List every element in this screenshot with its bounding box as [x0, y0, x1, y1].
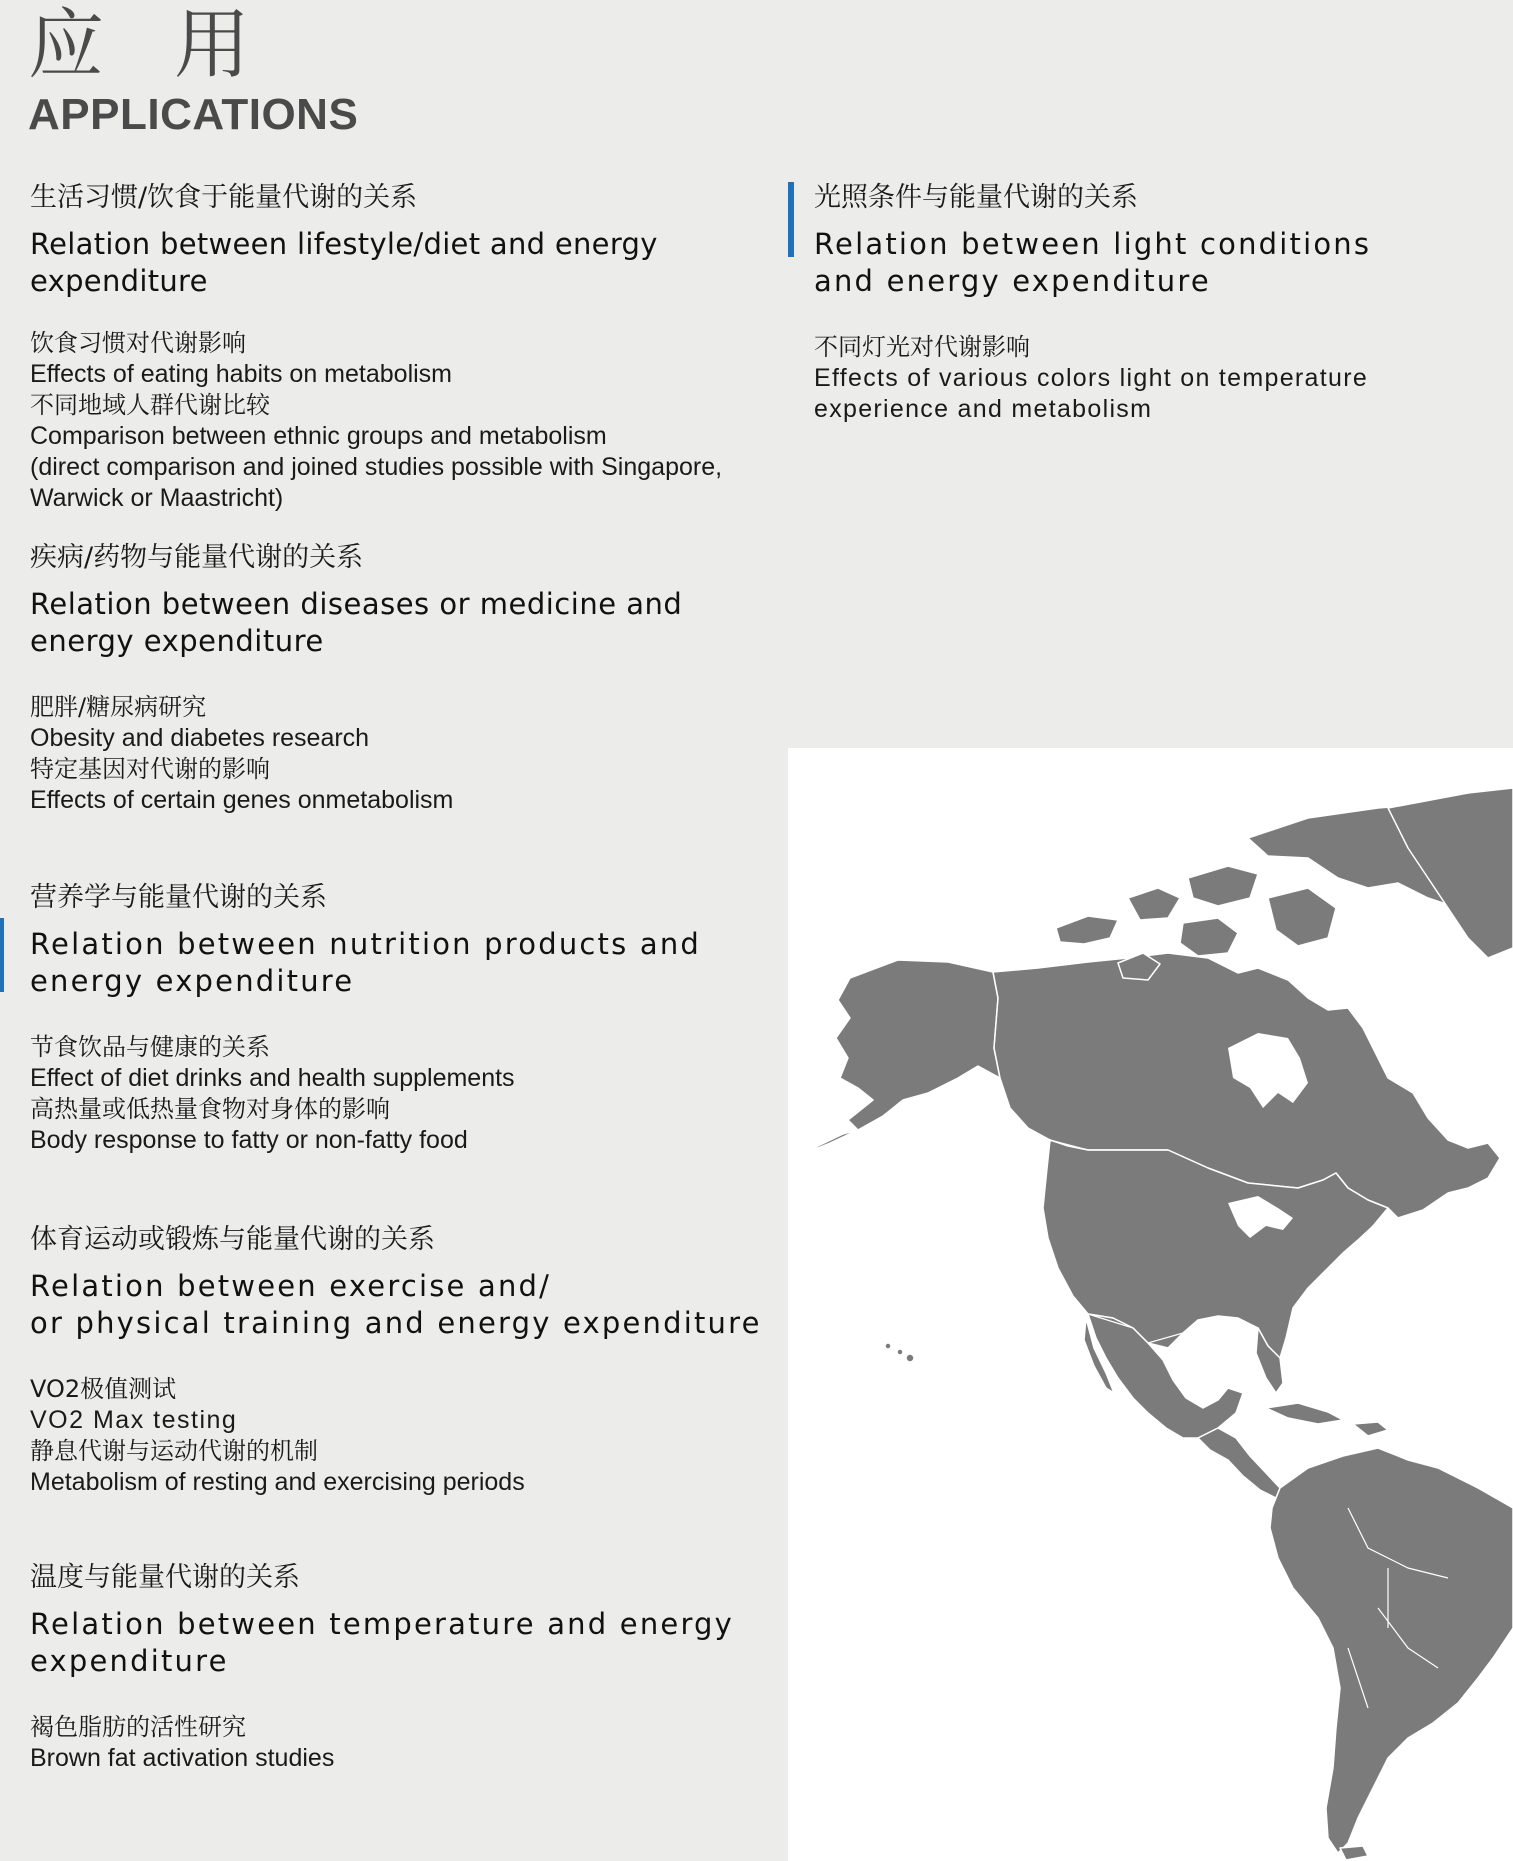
item-zh: 不同灯光对代谢影响: [814, 333, 1030, 361]
central-america-shape: [1198, 1428, 1280, 1498]
section-light: [814, 180, 1424, 425]
page-title-zh: 应用: [28, 0, 320, 89]
item-en: Obesity and diabetes research: [30, 724, 370, 752]
section-exercise: [30, 1222, 770, 1498]
south-america-shape: [1270, 1448, 1513, 1853]
hawaii-island-shape: [906, 1354, 914, 1362]
page-title-en: APPLICATIONS: [28, 90, 359, 139]
item-zh: 高热量或低热量食物对身体的影响: [30, 1095, 390, 1123]
item-en: Body response to fatty or non-fatty food: [30, 1126, 468, 1154]
arctic-island-shape: [1180, 918, 1238, 956]
arctic-island-shape: [1056, 916, 1118, 944]
item-en: Effect of diet drinks and health supplements: [30, 1064, 515, 1092]
arctic-island-shape: [1268, 888, 1336, 946]
hawaii-island-shape: [885, 1343, 891, 1349]
item-en: Effects of certain genes onmetabolism: [30, 786, 454, 814]
arctic-island-shape: [1128, 888, 1180, 920]
section-lifestyle-diet: [30, 180, 790, 514]
section-title-zh: 疾病/药物与能量代谢的关系: [30, 542, 364, 573]
item-en: Comparison between ethnic groups and metabolism (direct comparison and joined studies possible with Singapore, Warwick or Maastricht): [30, 422, 723, 512]
item-en: VO2 Max testing: [30, 1406, 238, 1434]
item-zh: 不同地域人群代谢比较: [30, 391, 270, 419]
arctic-island-shape: [1188, 866, 1258, 906]
item-zh: 节食饮品与健康的关系: [30, 1033, 270, 1061]
hispaniola-shape: [1353, 1422, 1388, 1436]
section-nutrition: [30, 880, 730, 1156]
tierra-del-fuego-shape: [1340, 1846, 1368, 1860]
item-en: Effects of eating habits on metabolism: [30, 360, 452, 388]
section-title-en: Relation between exercise and/ or physical training and energy expenditure: [30, 1269, 762, 1340]
section-title-en: Relation between diseases or medicine and energy expenditure: [30, 587, 683, 658]
section-title-zh: 体育运动或锻炼与能量代谢的关系: [30, 1224, 435, 1255]
section-title-en: Relation between lifestyle/diet and energy expenditure: [30, 227, 658, 298]
item-en: Metabolism of resting and exercising periods: [30, 1468, 525, 1496]
item-en: Brown fat activation studies: [30, 1744, 335, 1772]
hawaii-island-shape: [897, 1349, 903, 1355]
section-diseases-medicine: [30, 540, 770, 816]
section-title-en: Relation between light conditions and energy expenditure: [814, 227, 1372, 298]
section-title-zh: 生活习惯/饮食于能量代谢的关系: [30, 182, 418, 213]
section-accent-bar: [0, 918, 4, 992]
americas-map: [788, 748, 1513, 1861]
section-title-zh: 光照条件与能量代谢的关系: [814, 182, 1138, 213]
section-title-zh: 营养学与能量代谢的关系: [30, 882, 327, 913]
item-zh: VO2极值测试: [30, 1375, 177, 1403]
item-zh: 饮食习惯对代谢影响: [30, 329, 246, 357]
section-temperature: [30, 1560, 750, 1774]
section-title-en: Relation between temperature and energy expenditure: [30, 1607, 735, 1678]
cuba-shape: [1266, 1403, 1343, 1424]
alaska-shape: [836, 960, 1000, 1130]
item-zh: 静息代谢与运动代谢的机制: [30, 1437, 318, 1465]
item-zh: 特定基因对代谢的影响: [30, 755, 270, 783]
item-zh: 肥胖/糖尿病研究: [30, 693, 207, 721]
section-title-en: Relation between nutrition products and energy expenditure: [30, 927, 702, 998]
aleutian-shape: [808, 1130, 858, 1152]
section-title-zh: 温度与能量代谢的关系: [30, 1562, 300, 1593]
item-zh: 褐色脂肪的活性研究: [30, 1713, 246, 1741]
americas-map-panel: [788, 748, 1513, 1861]
section-accent-bar: [788, 182, 794, 257]
item-en: Effects of various colors light on temperature experience and metabolism: [814, 364, 1369, 423]
